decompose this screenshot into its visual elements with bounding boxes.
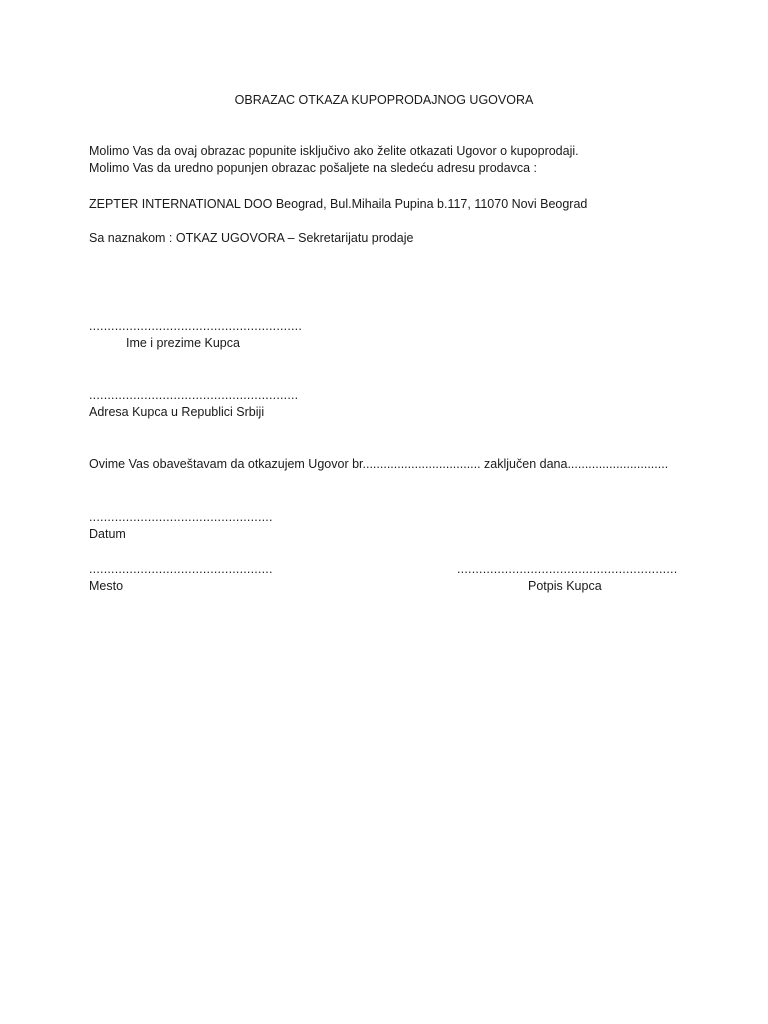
seller-address: ZEPTER INTERNATIONAL DOO Beograd, Bul.Mihaila Pupina b.117, 11070 Novi Beograd (89, 197, 588, 211)
date-field-label: Datum (89, 527, 126, 541)
intro-line-2: Molimo Vas da uredno popunjen obrazac pošaljete na sledeću adresu prodavca : (89, 161, 537, 175)
address-field-label: Adresa Kupca u Republici Srbiji (89, 405, 265, 419)
address-field-dots[interactable]: ......................................................... (89, 388, 299, 402)
place-field-dots[interactable]: .................................................. (89, 562, 273, 576)
name-field-dots[interactable]: .......................................................... (89, 319, 303, 333)
note-line: Sa naznakom : OTKAZ UGOVORA – Sekretarijatu prodaje (89, 231, 414, 245)
document-title: OBRAZAC OTKAZA KUPOPRODAJNOG UGOVORA (234, 93, 534, 107)
intro-line-1: Molimo Vas da ovaj obrazac popunite isključivo ako želite otkazati Ugovor o kupoprodaji. (89, 144, 579, 158)
place-field-label: Mesto (89, 579, 124, 593)
cancellation-statement[interactable]: Ovime Vas obaveštavam da otkazujem Ugovor br.................................. zaključen dana............................. (89, 457, 669, 471)
signature-field-dots[interactable]: ............................................................ (457, 562, 678, 576)
signature-field-label: Potpis Kupca (528, 579, 602, 593)
date-field-dots[interactable]: .................................................. (89, 510, 273, 524)
name-field-label: Ime i prezime Kupca (126, 336, 240, 350)
